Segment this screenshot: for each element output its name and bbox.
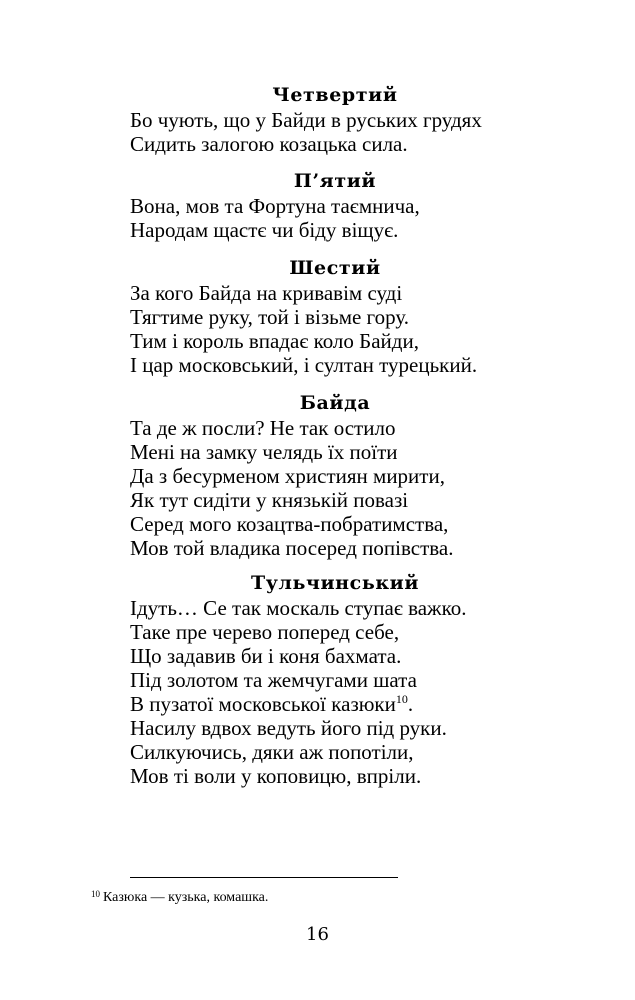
verse-line: Що задавив би і коня бахмата.: [130, 644, 402, 668]
verse-line: Як тут сидіти у князькій повазі: [130, 488, 409, 512]
verse-line-with-footnote: В пузатої московської казюки$^{10}$.: [130, 692, 414, 716]
footnote: [91, 889, 268, 906]
footnote-reference[interactable]: 10: [395, 692, 408, 706]
verse-text: В пузатої московської казюки: [130, 692, 396, 716]
verse-line: Серед мого козацтва-побратимства,: [130, 512, 449, 536]
stanza-piatyi: [130, 168, 560, 242]
verse-line: Силкуючись, дяки аж попотіли,: [130, 740, 414, 764]
verse-line: Ідуть… Се так москаль ступає важко.: [130, 596, 467, 620]
verse-line: Да з бесурменом християн мирити,: [130, 464, 445, 488]
stanza-tulchynskyi: [130, 570, 560, 788]
speaker-name: Четвертий: [272, 84, 398, 106]
verse-line: Та де ж посли? Не так остило: [130, 416, 396, 440]
verse-line: Тим і король впадає коло Байди,: [130, 329, 419, 353]
verse-line: Таке пре черево поперед себе,: [130, 620, 400, 644]
verse-line: Вона, мов та Фортуна таємнича,: [130, 194, 420, 218]
verse-line: Сидить залогою козацька сила.: [130, 132, 408, 156]
verse-line: І цар московський, і султан турецький.: [130, 353, 478, 377]
speaker-name: Шестий: [289, 257, 381, 279]
footnote-marker: 10: [91, 889, 100, 899]
stanza-baida: [130, 390, 560, 560]
stanza-chetvertyi: [130, 82, 560, 156]
verse-line: За кого Байда на кривавім суді: [130, 281, 403, 305]
verse-line: Мені на замку челядь їх поїти: [130, 440, 398, 464]
verse-line: Насилу вдвох ведуть його під руки.: [130, 716, 447, 740]
verse-line: Народам щастє чи біду віщує.: [130, 218, 399, 242]
verse-line: Бо чують, що у Байди в руських грудях: [130, 108, 482, 132]
verse-line: Тягтиме руку, той і візьме гору.: [130, 305, 410, 329]
footnote-divider: [130, 877, 398, 878]
stanza-shestyi: [130, 255, 560, 377]
verse-line: Під золотом та жемчугами шата: [130, 668, 417, 692]
footnote-text: Казюка — кузька, комашка.: [103, 890, 269, 905]
verse-line: Мов той владика посеред попівства.: [130, 536, 454, 560]
speaker-name: П’ятий: [293, 170, 377, 192]
speaker-name: Тульчинський: [250, 572, 420, 594]
verse-line: Мов ті воли у коповицю, впріли.: [130, 764, 422, 788]
page-number: 16: [306, 924, 329, 945]
speaker-name: Байда: [299, 392, 371, 414]
